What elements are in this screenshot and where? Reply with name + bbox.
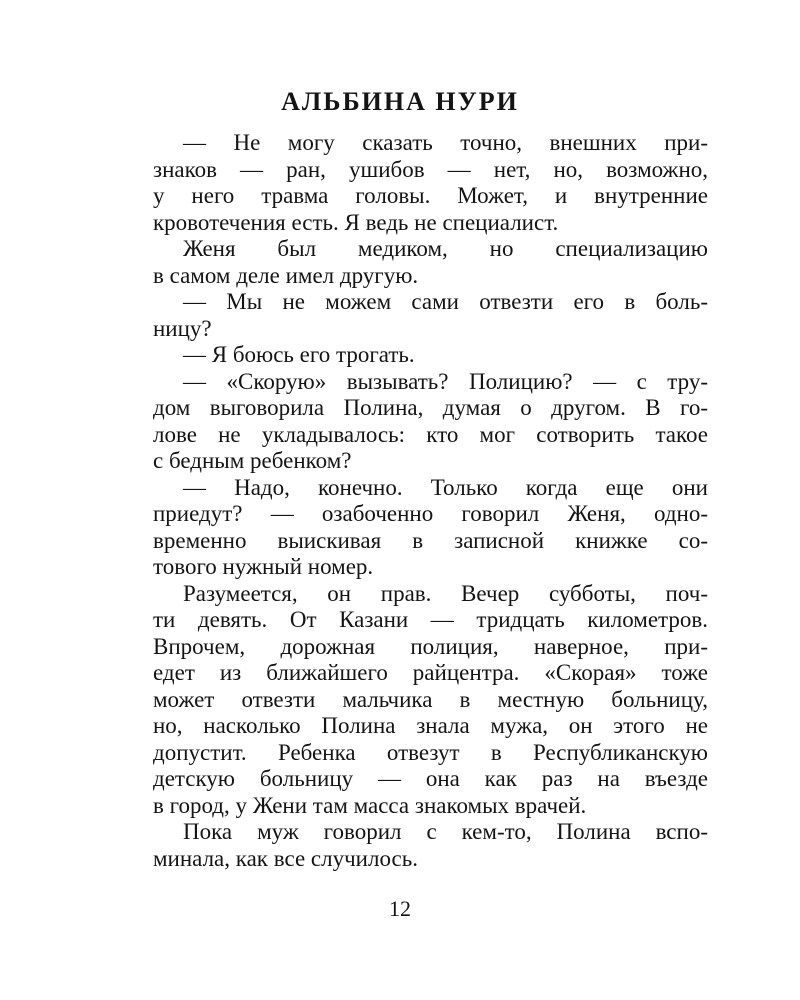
text-line: — Надо, конечно. Только когда еще они: [183, 474, 708, 500]
text-line: едет из ближайшего райцентра. «Скорая» тоже: [153, 660, 708, 685]
body-text: [153, 130, 708, 872]
text-line: тового нужный номер.: [153, 554, 374, 579]
text-line: знаков — ран, ушибов — нет, но, возможно,: [153, 156, 708, 182]
text-line: Пока муж говорил с кем-то, Полина вспо-: [183, 819, 708, 844]
paragraph: [153, 342, 708, 369]
text-line: ти девять. От Казани — тридцать километров.: [153, 607, 708, 632]
text-line: в самом деле имел другую.: [153, 262, 419, 288]
paragraph: [153, 581, 708, 820]
paragraph: [153, 130, 708, 236]
running-head-author: АЛЬБИНА НУРИ: [281, 87, 519, 116]
text-line: дом выговорила Полина, думая о другом. В го-: [153, 395, 708, 420]
text-line: Женя был медиком, но специализацию: [183, 236, 708, 261]
text-line: кровотечения есть. Я ведь не специалист.: [153, 209, 559, 235]
text-line: лове не укладывалось: кто мог сотворить такое: [153, 421, 708, 447]
paragraph: [153, 475, 708, 581]
text-line: допустит. Ребенка отвезут в Республиканскую: [153, 739, 708, 765]
paragraph: [153, 369, 708, 475]
text-line: у него травма головы. Может, и внутренние: [153, 183, 708, 208]
text-line: — Не могу сказать точно, внешних при-: [183, 130, 708, 155]
paragraph: [153, 236, 708, 289]
text-line: с бедным ребенком?: [153, 448, 352, 473]
text-line: — Мы не можем сами отвезти его в боль-: [183, 289, 708, 314]
text-line: — «Скорую» вызывать? Полицию? — с тру-: [183, 368, 708, 394]
text-line: временно выискивая в записной книжке со-: [153, 527, 708, 553]
text-line: детскую больницу — она как раз на въезде: [153, 766, 708, 791]
page-number: 12: [389, 896, 411, 921]
text-line: Впрочем, дорожная полиция, наверное, при-: [153, 633, 708, 659]
text-line: — Я боюсь его трогать.: [183, 342, 415, 367]
text-line: ницу?: [153, 315, 212, 341]
paragraph: [153, 289, 708, 342]
text-line: в город, у Жени там масса знакомых врачей.: [153, 792, 587, 818]
text-line: минала, как все случилось.: [153, 845, 418, 871]
text-line: но, насколько Полина знала мужа, он этого не: [153, 713, 708, 738]
text-line: может отвезти мальчика в местную больницу,: [153, 686, 708, 712]
text-line: Разумеется, он прав. Вечер субботы, поч-: [183, 580, 708, 606]
paragraph: [153, 819, 708, 872]
text-line: приедут? — озабоченно говорил Женя, одно-: [153, 501, 708, 526]
